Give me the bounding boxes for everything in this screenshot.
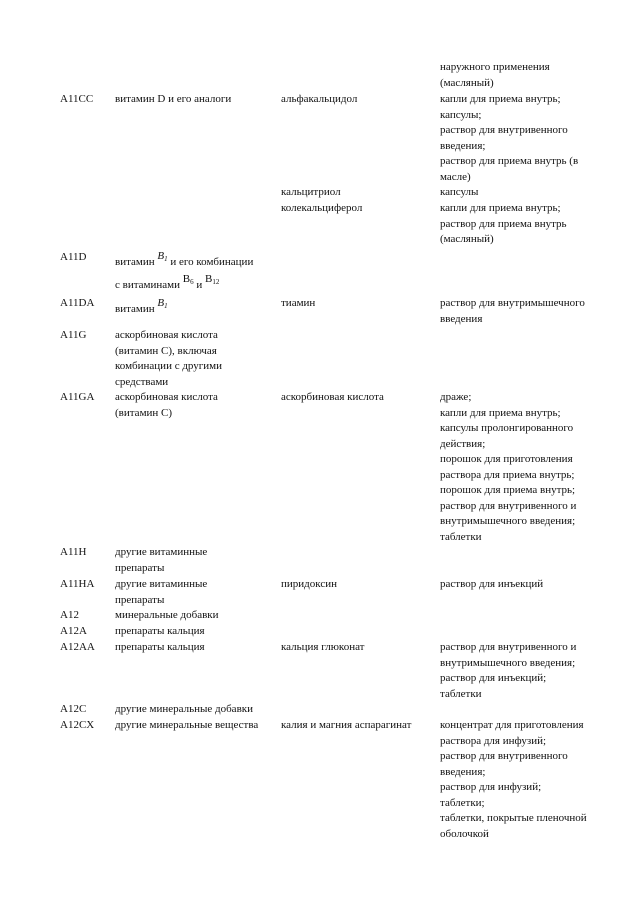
atc-code: A11H: [60, 546, 87, 558]
dosage-form-line: действия;: [440, 437, 486, 450]
atc-code: A12C: [60, 703, 87, 715]
anatomical-group-line2: [115, 273, 220, 297]
drug-substance: колекальциферол: [281, 202, 363, 214]
dosage-form-line: раствор для приема внутрь (в: [440, 155, 579, 167]
anatomical-group: другие минеральные вещества: [115, 719, 259, 731]
anatomical-group: другие минеральные добавки: [115, 703, 253, 715]
vitamin-subscript: 6: [190, 278, 194, 286]
dosage-forms-cell: [440, 92, 578, 185]
anatomical-group: [115, 577, 207, 608]
group-line: (витамин С): [115, 406, 173, 419]
dosage-form-line: (масляный): [440, 233, 494, 245]
atc-code: A11CC: [60, 93, 94, 105]
dosage-form-line: внутримышечного введения;: [440, 515, 576, 527]
dosage-form-line: капли для приема внутрь;: [440, 406, 561, 419]
dosage-form-line: таблетки;: [440, 796, 485, 809]
atc-code: A11G: [60, 329, 87, 341]
dosage-form-line: порошок для приготовления: [440, 453, 573, 465]
anatomical-group: [115, 328, 222, 390]
group-text: с витаминами: [115, 279, 181, 291]
anatomical-group: минеральные добавки: [115, 609, 219, 621]
anatomical-group: [115, 545, 207, 576]
vitamin-subscript: 1: [164, 302, 168, 310]
dosage-form-line: наружного применения: [440, 61, 550, 73]
group-text: и его комбинации: [170, 256, 254, 268]
dosage-form-line: капли для приема внутрь;: [440, 93, 561, 105]
dosage-form-line: капли для приема внутрь;: [440, 202, 561, 214]
dosage-form-line: раствор для приема внутрь: [440, 217, 567, 230]
dosage-form-line: порошок для приема внутрь;: [440, 484, 576, 496]
dosage-form-line: раствор для внутривенного и: [440, 641, 577, 653]
group-text: и: [196, 279, 203, 291]
dosage-form-line: раствора для инфузий;: [440, 734, 547, 747]
vitamin-letter: B: [182, 273, 191, 285]
dosage-form-line: масле): [440, 170, 471, 183]
dosage-forms-cell: [440, 577, 543, 593]
dosage-form-line: введения: [440, 312, 483, 325]
atc-code: A12CX: [60, 719, 95, 731]
drug-substance: калия и магния аспарагинат: [281, 719, 412, 731]
group-line: другие витаминные: [115, 546, 208, 558]
drug-substance: кальция глюконат: [281, 641, 365, 653]
dosage-form-line: введения;: [440, 139, 486, 152]
dosage-form-line: капсулы пролонгированного: [440, 422, 574, 434]
vitamin-symbol: [157, 250, 167, 262]
vitamin-symbol: [183, 273, 194, 285]
dosage-form-line: таблетки: [440, 530, 482, 543]
group-line: препараты: [115, 593, 165, 606]
drug-substance: альфакальцидол: [281, 93, 358, 105]
dosage-forms-cell: [440, 640, 576, 702]
group-line: средствами: [115, 375, 169, 388]
atc-code: A11GA: [60, 391, 95, 403]
dosage-forms-cell: [440, 718, 587, 842]
dosage-form-line: внутримышечного введения;: [440, 656, 576, 669]
atc-code: A11HA: [60, 578, 95, 590]
vitamin-subscript: 1: [164, 255, 168, 263]
dosage-form-line: раствор для инъекций;: [440, 672, 547, 684]
atc-code: A11D: [60, 251, 87, 263]
dosage-forms-cell: [440, 185, 478, 201]
dosage-form-line: введения;: [440, 765, 486, 778]
anatomical-group: [115, 250, 254, 274]
dosage-forms-cell: [440, 60, 550, 91]
anatomical-group: препараты кальция: [115, 625, 205, 637]
anatomical-group: препараты кальция: [115, 641, 205, 653]
vitamin-letter: B: [157, 297, 165, 309]
anatomical-group: [115, 297, 168, 321]
dosage-form-line: раствора для приема внутрь;: [440, 468, 575, 481]
dosage-form-line: капсулы;: [440, 108, 482, 121]
group-line: (витамин С), включая: [115, 344, 217, 357]
dosage-form-line: (масляный): [440, 76, 494, 89]
atc-code: A11DA: [60, 297, 95, 309]
dosage-form-line: раствор для внутривенного и: [440, 499, 577, 512]
group-line: аскорбиновая кислота: [115, 329, 218, 341]
dosage-form-line: оболочкой: [440, 827, 489, 840]
drug-substance: аскорбиновая кислота: [281, 391, 384, 403]
dosage-form-line: капсулы: [440, 186, 479, 198]
atc-code: A12AA: [60, 641, 95, 653]
group-line: другие витаминные: [115, 578, 208, 590]
dosage-forms-cell: [440, 390, 576, 545]
group-line: комбинации с другими: [115, 360, 223, 372]
drug-substance: тиамин: [281, 297, 316, 309]
group-text: витамин: [115, 256, 155, 268]
dosage-forms-cell: [440, 296, 585, 327]
vitamin-letter: B: [157, 250, 165, 262]
group-line: препараты: [115, 561, 165, 574]
vitamin-symbol: [205, 273, 219, 285]
vitamin-letter: B: [205, 273, 213, 285]
dosage-form-line: драже;: [440, 391, 472, 403]
dosage-form-line: раствор для внутривенного: [440, 750, 568, 762]
anatomical-group: витамин D и его аналоги: [115, 93, 232, 105]
vitamin-subscript: 12: [212, 278, 220, 286]
dosage-form-line: концентрат для приготовления: [440, 719, 584, 731]
dosage-form-line: таблетки, покрытые пленочной: [440, 812, 587, 824]
group-line: аскорбиновая кислота: [115, 391, 218, 403]
atc-code: A12: [60, 609, 79, 621]
dosage-form-line: раствор для внутривенного: [440, 124, 568, 136]
dosage-form-line: раствор для внутримышечного: [440, 297, 585, 309]
vitamin-symbol: [157, 297, 167, 309]
dosage-form-line: раствор для инъекций: [440, 578, 544, 590]
dosage-form-line: раствор для инфузий;: [440, 781, 542, 793]
drug-substance: пиридоксин: [281, 578, 337, 590]
anatomical-group: [115, 390, 218, 421]
dosage-forms-cell: [440, 201, 567, 248]
atc-code: A12A: [60, 625, 87, 637]
drug-substance: кальцитриол: [281, 186, 341, 198]
dosage-form-line: таблетки: [440, 687, 482, 700]
group-text: витамин: [115, 303, 155, 315]
